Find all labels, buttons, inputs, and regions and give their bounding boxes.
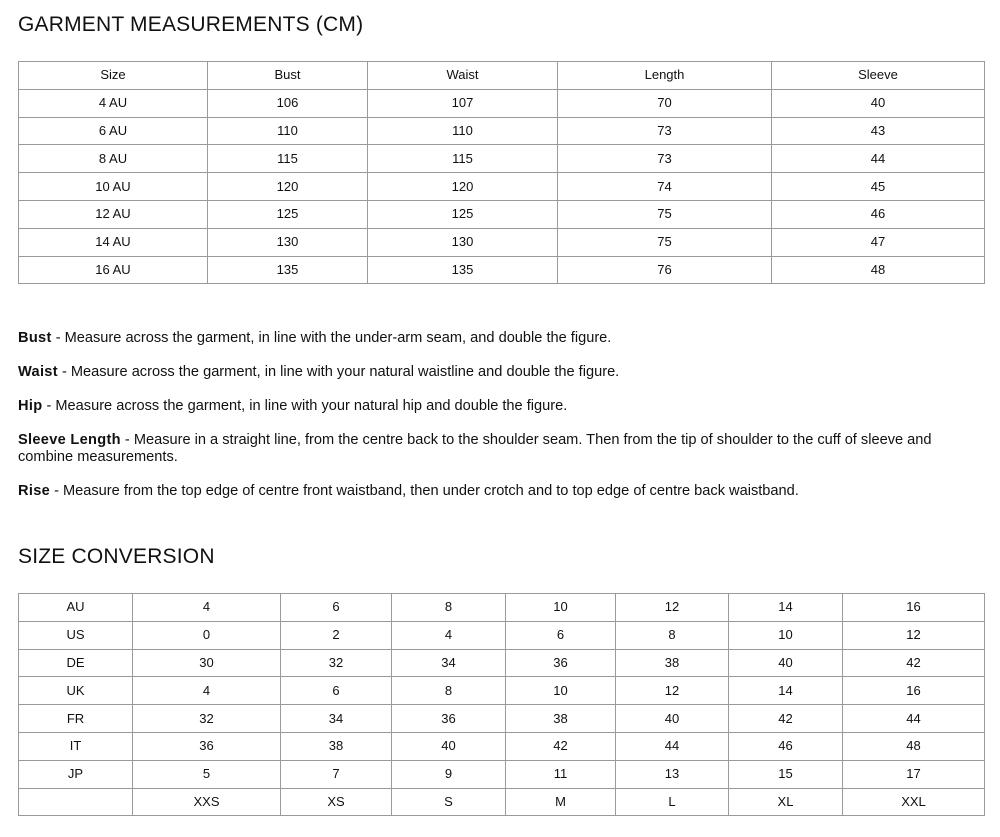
table-cell: 73 [558, 117, 772, 145]
note-bust [18, 330, 988, 347]
table-cell: 130 [368, 228, 558, 256]
table-cell: 46 [772, 200, 985, 228]
note-sleeve-length [18, 432, 988, 466]
measurement-notes [18, 330, 988, 517]
column-header: Length [558, 62, 772, 90]
table-cell: 106 [208, 89, 368, 117]
table-cell: 10 [506, 677, 616, 705]
note-term: Bust [18, 330, 52, 346]
table-cell: JP [19, 760, 133, 788]
table-row [19, 256, 985, 284]
table-cell: 40 [772, 89, 985, 117]
table-cell: 12 [843, 621, 985, 649]
note-hip [18, 398, 988, 415]
table-row [19, 788, 985, 816]
table-cell: 36 [392, 705, 506, 733]
table-cell: US [19, 621, 133, 649]
table-cell: 4 [392, 621, 506, 649]
note-term: Waist [18, 364, 58, 380]
table-row [19, 117, 985, 145]
table-cell: 38 [506, 705, 616, 733]
table-cell: 11 [506, 760, 616, 788]
table-cell: 48 [772, 256, 985, 284]
column-header: Sleeve [772, 62, 985, 90]
table-cell: 6 AU [19, 117, 208, 145]
table-cell: 40 [616, 705, 729, 733]
table-cell: 6 [506, 621, 616, 649]
table-cell: 4 [133, 677, 281, 705]
table-cell: 8 [392, 594, 506, 622]
table-cell: 10 [506, 594, 616, 622]
table-cell: 120 [368, 173, 558, 201]
column-header: Bust [208, 62, 368, 90]
table-cell: 135 [208, 256, 368, 284]
table-cell: UK [19, 677, 133, 705]
note-waist [18, 364, 988, 381]
note-term: Hip [18, 398, 43, 414]
table-row [19, 621, 985, 649]
table-cell: 44 [772, 145, 985, 173]
table-cell: 110 [208, 117, 368, 145]
table-cell: DE [19, 649, 133, 677]
table-cell: 40 [392, 732, 506, 760]
table-row [19, 200, 985, 228]
table-cell: 34 [281, 705, 392, 733]
table-cell: 47 [772, 228, 985, 256]
table-cell: 9 [392, 760, 506, 788]
table-cell: L [616, 788, 729, 816]
table-cell: 76 [558, 256, 772, 284]
table-cell: 12 [616, 594, 729, 622]
table-cell: 125 [208, 200, 368, 228]
table-cell: 75 [558, 200, 772, 228]
table-cell: 12 AU [19, 200, 208, 228]
table-cell: 14 [729, 594, 843, 622]
size-conversion-table [18, 593, 985, 816]
table-cell: 15 [729, 760, 843, 788]
table-cell: AU [19, 594, 133, 622]
table-cell: XS [281, 788, 392, 816]
table-cell: XXS [133, 788, 281, 816]
table-cell: 36 [133, 732, 281, 760]
column-header: Waist [368, 62, 558, 90]
table-row [19, 228, 985, 256]
table-row [19, 732, 985, 760]
table-cell: 125 [368, 200, 558, 228]
table-cell: 44 [616, 732, 729, 760]
column-header: Size [19, 62, 208, 90]
table-cell: 48 [843, 732, 985, 760]
table-cell: 38 [616, 649, 729, 677]
table-cell: 42 [843, 649, 985, 677]
table-cell [19, 788, 133, 816]
table-cell: 5 [133, 760, 281, 788]
table-row [19, 173, 985, 201]
note-text: - Measure across the garment, in line with the under-arm seam, and double the figure. [51, 330, 612, 346]
table-row [19, 649, 985, 677]
table-cell: IT [19, 732, 133, 760]
table-cell: 0 [133, 621, 281, 649]
table-cell: 74 [558, 173, 772, 201]
note-text: - Measure in a straight line, from the centre back to the shoulder seam. Then from the tip of shoulder to the cuff of sleeve and combine measurements. [18, 432, 932, 465]
table-cell: 110 [368, 117, 558, 145]
table-cell: 14 AU [19, 228, 208, 256]
table-cell: 70 [558, 89, 772, 117]
table-cell: 44 [843, 705, 985, 733]
table-cell: 7 [281, 760, 392, 788]
table-cell: 8 [392, 677, 506, 705]
table-cell: 36 [506, 649, 616, 677]
table-cell: 30 [133, 649, 281, 677]
table-cell: S [392, 788, 506, 816]
table-cell: 8 AU [19, 145, 208, 173]
table-cell: 130 [208, 228, 368, 256]
table-cell: 12 [616, 677, 729, 705]
table-cell: 42 [506, 732, 616, 760]
table-cell: 115 [208, 145, 368, 173]
note-text: - Measure across the garment, in line with your natural waistline and double the figure. [57, 364, 620, 380]
table-cell: 107 [368, 89, 558, 117]
note-text: - Measure from the top edge of centre front waistband, then under crotch and to top edge of centre back waistband. [50, 483, 799, 499]
table-cell: 16 [843, 594, 985, 622]
table-cell: 43 [772, 117, 985, 145]
size-conversion-title: SIZE CONVERSION [18, 545, 215, 568]
table-row [19, 145, 985, 173]
table-cell: 32 [133, 705, 281, 733]
garment-measurements-table [18, 61, 985, 284]
table-cell: 2 [281, 621, 392, 649]
table-cell: 4 [133, 594, 281, 622]
table-cell: M [506, 788, 616, 816]
table-cell: XL [729, 788, 843, 816]
table-cell: 42 [729, 705, 843, 733]
table-cell: 4 AU [19, 89, 208, 117]
table-cell: 10 [729, 621, 843, 649]
table-cell: 6 [281, 677, 392, 705]
table-cell: 16 [843, 677, 985, 705]
table-cell: XXL [843, 788, 985, 816]
table-cell: 135 [368, 256, 558, 284]
table-cell: 115 [368, 145, 558, 173]
table-cell: 75 [558, 228, 772, 256]
table-cell: 6 [281, 594, 392, 622]
note-rise [18, 483, 988, 500]
table-cell: 38 [281, 732, 392, 760]
note-term: Sleeve Length [18, 432, 121, 448]
garment-measurements-title: GARMENT MEASUREMENTS (CM) [18, 13, 364, 36]
table-cell: 16 AU [19, 256, 208, 284]
table-cell: 10 AU [19, 173, 208, 201]
note-term: Rise [18, 483, 51, 499]
table-cell: FR [19, 705, 133, 733]
table-row [19, 89, 985, 117]
table-cell: 32 [281, 649, 392, 677]
table-cell: 40 [729, 649, 843, 677]
table-cell: 34 [392, 649, 506, 677]
note-text: - Measure across the garment, in line with your natural hip and double the figure. [42, 398, 568, 414]
table-row [19, 705, 985, 733]
table-cell: 14 [729, 677, 843, 705]
table-cell: 46 [729, 732, 843, 760]
table-row [19, 594, 985, 622]
table-header-row [19, 62, 985, 90]
table-cell: 45 [772, 173, 985, 201]
table-row [19, 677, 985, 705]
table-cell: 8 [616, 621, 729, 649]
table-cell: 17 [843, 760, 985, 788]
table-cell: 73 [558, 145, 772, 173]
table-cell: 120 [208, 173, 368, 201]
table-cell: 13 [616, 760, 729, 788]
table-row [19, 760, 985, 788]
